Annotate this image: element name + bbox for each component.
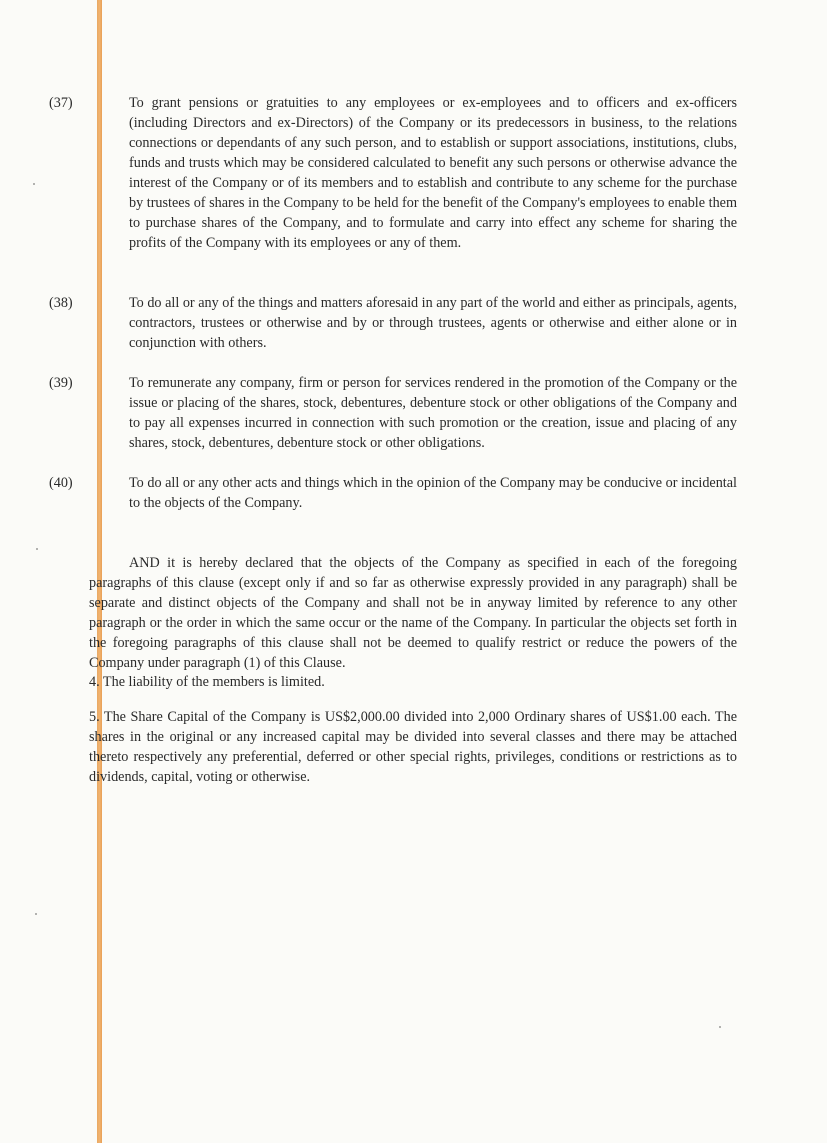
margin-speck (36, 548, 38, 550)
clause-37 (49, 93, 737, 253)
section-4-liability: 4. The liability of the members is limited. (89, 674, 325, 690)
clause-number: (37) (49, 95, 73, 111)
section-5-share-capital: 5. The Share Capital of the Company is US$2,000.00 divided into 2,000 Ordinary shares of US$1.00 each. The shares in the original or any increased capital may be divided into several classes and there may be attached thereto respectively any preferential, deferred or other special rights, privileges, conditions or restrictions as to dividends, capital, voting or otherwise. (89, 709, 737, 785)
clause-40 (49, 473, 737, 513)
clause-text: To do all or any of the things and matters aforesaid in any part of the world and either as principals, agents, contractors, trustees or otherwise and by or through trustees, agents or otherwise and either alone or in conjunction with others. (129, 295, 737, 351)
clause-number: (39) (49, 375, 73, 391)
margin-speck (33, 183, 35, 185)
clause-number: (40) (49, 475, 73, 491)
clause-39 (49, 373, 737, 453)
clause-text: To remunerate any company, firm or person for services rendered in the promotion of the Company or the issue or placing of the shares, stock, debentures, debenture stock or other obligations of the Company and to pay all expenses incurred in connection with such promotion or the creation, issue and placing of any shares, stock, debentures, debenture stock or other obligations. (129, 375, 737, 451)
clause-text: To grant pensions or gratuities to any employees or ex-employees and to officers and ex-officers (including Directors and ex-Directors) of the Company or its predecessors in business, to the relations connections or dependants of any such person, and to establish or support associations, institutions, clubs, funds and trusts which may be considered calculated to benefit any such persons or otherwise advance the interest of the Company or of its members and to establish and contribute to any scheme for the purchase by trustees of shares in the Company to be held for the benefit of the Company's employees to enable them to purchase shares of the Company, and to formulate and carry into effect any scheme for sharing the profits of the Company with its employees or any of them. (129, 95, 737, 251)
declaration-paragraph: AND it is hereby declared that the objects of the Company as specified in each of the foregoing paragraphs of this clause (except only if and so far as otherwise expressly provided in any paragraph) shall be separate and distinct objects of the Company and shall not be in anyway limited by reference to any other paragraph or the order in which the same occur or the name of the Company. In particular the objects set forth in the foregoing paragraphs of this clause shall not be deemed to qualify restrict or reduce the powers of the Company under paragraph (1) of this Clause. (89, 555, 737, 671)
clause-38 (49, 293, 737, 353)
margin-speck (719, 1026, 721, 1028)
clause-number: (38) (49, 295, 73, 311)
clause-text: To do all or any other acts and things which in the opinion of the Company may be conducive or incidental to the objects of the Company. (129, 475, 737, 511)
margin-speck (35, 913, 37, 915)
